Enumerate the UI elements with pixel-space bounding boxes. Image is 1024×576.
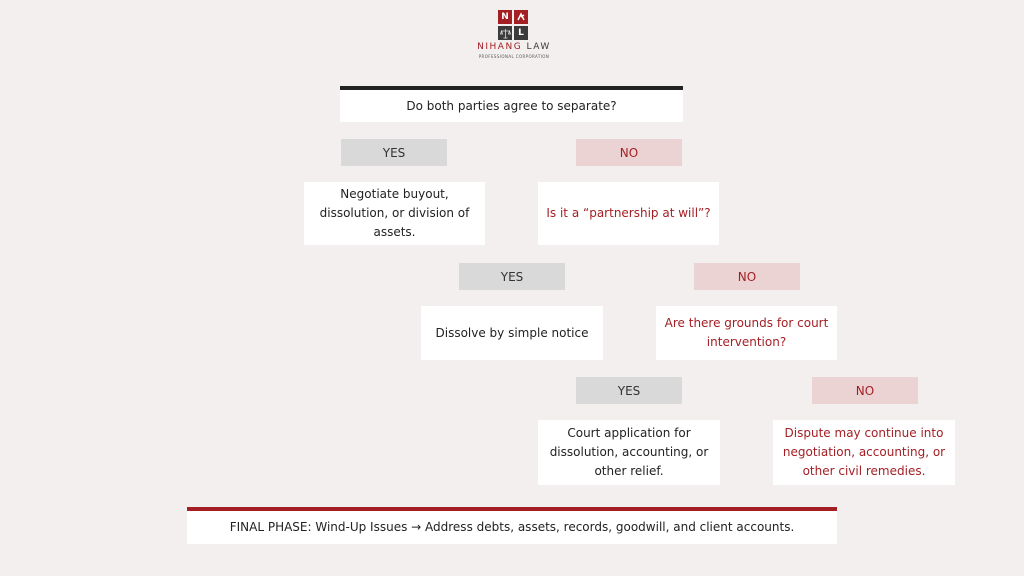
q1-yes-text: YES: [382, 145, 406, 160]
q2-yes-result-box: [421, 306, 603, 360]
q1-no-label: [576, 139, 682, 166]
final-phase-text: FINAL PHASE: Wind-Up Issues → Address debts, assets, records, goodwill, and client accounts.: [229, 520, 795, 534]
q2-yes-label: [459, 263, 565, 290]
question-1-box: [340, 90, 683, 122]
question-3-text: Are there grounds for court intervention?: [664, 316, 829, 349]
final-phase-box: [187, 511, 837, 544]
logo-letter-n: N: [498, 10, 512, 24]
q1-yes-result-box: [304, 182, 485, 245]
q1-no-text: NO: [619, 145, 639, 160]
q2-no-label: [694, 263, 800, 290]
logo-symbol-icon: [514, 10, 528, 24]
nihang-law-logo: [469, 10, 559, 60]
question-1-text: Do both parties agree to separate?: [406, 98, 617, 113]
q3-yes-text: YES: [617, 383, 641, 398]
q3-yes-result-text: Court application for dissolution, accounting, or other relief.: [549, 426, 709, 478]
question-2-text: Is it a “partnership at will”?: [546, 206, 711, 220]
brand-name: [469, 42, 559, 52]
q3-no-label: [812, 377, 918, 404]
scales-icon: [498, 26, 512, 40]
q2-yes-result-text: Dissolve by simple notice: [435, 325, 589, 340]
q2-yes-text: YES: [500, 269, 524, 284]
q3-no-result-box: [773, 420, 955, 485]
brand-tagline: PROFESSIONAL CORPORATION: [478, 54, 550, 59]
q2-no-text: NO: [737, 269, 757, 284]
q3-no-text: NO: [855, 383, 875, 398]
q3-yes-label: [576, 377, 682, 404]
question-2-box: [538, 182, 719, 245]
q1-yes-label: [341, 139, 447, 166]
brand-name-part2: LAW: [522, 42, 551, 52]
brand-name-part1: NIHANG: [477, 42, 523, 52]
q3-yes-result-box: [538, 420, 720, 485]
question-3-box: [656, 306, 837, 360]
logo-letter-l: L: [514, 26, 528, 40]
logo-mark: [498, 10, 528, 40]
q1-yes-result-text: Negotiate buyout, dissolution, or division of assets.: [319, 187, 470, 239]
q3-no-result-text: Dispute may continue into negotiation, accounting, or other civil remedies.: [782, 426, 946, 478]
